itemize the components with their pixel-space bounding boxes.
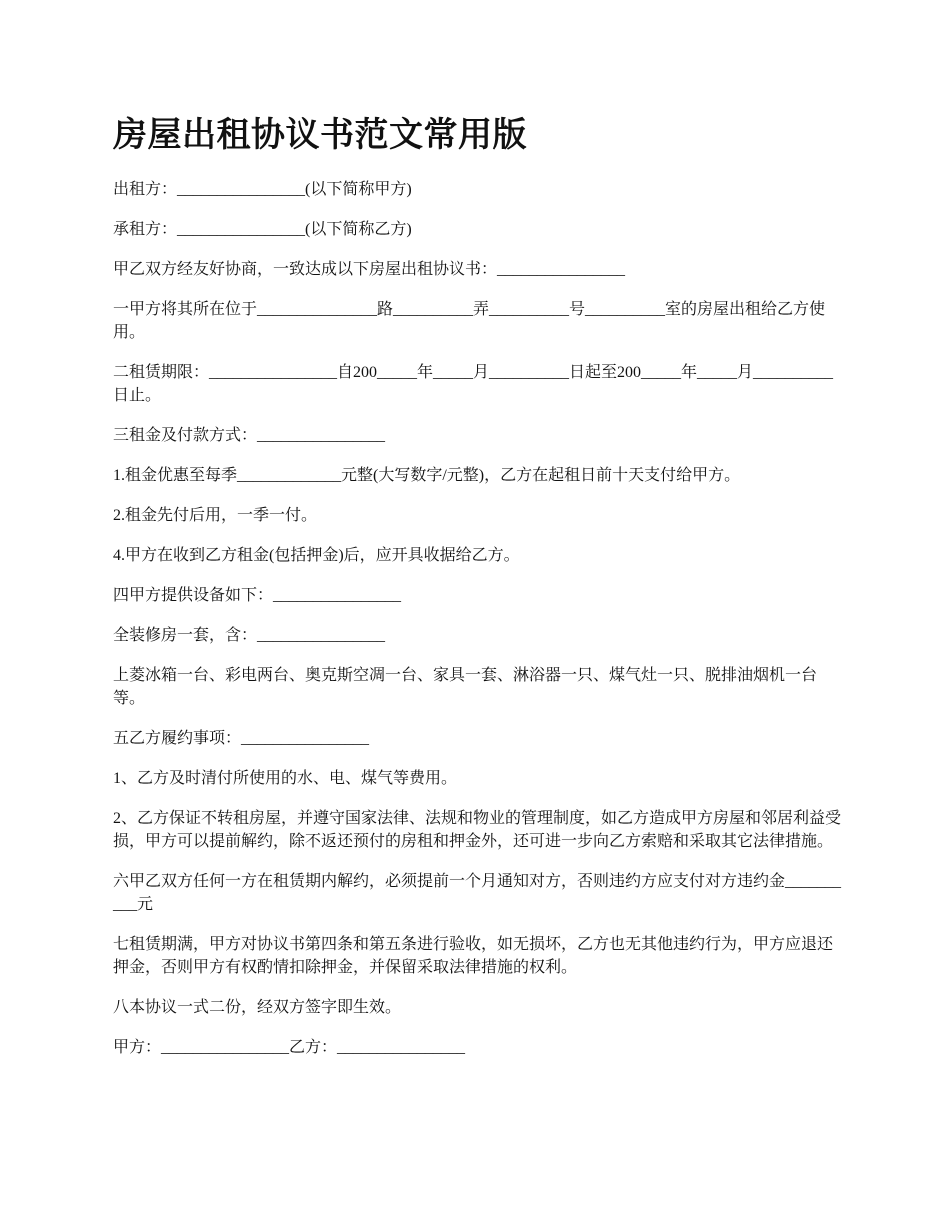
paragraph-rent-receipt: 4.甲方在收到乙方租金(包括押金)后，应开具收据给乙方。 xyxy=(113,547,520,564)
paragraph-clause-3-rent: 三租金及付款方式：________________ xyxy=(113,427,386,444)
paragraph-lessee: 承租方：________________(以下简称乙方) xyxy=(113,221,412,238)
paragraph-utilities: 1、乙方及时清付所使用的水、电、煤气等费用。 xyxy=(113,770,458,787)
paragraph-clause-8-copies: 八本协议一式二份，经双方签字即生效。 xyxy=(113,999,402,1016)
paragraph-clause-1-location: 一甲方将其所在位于_______________路__________弄__________号__________室的房屋出租给乙方使用。 xyxy=(113,301,826,341)
paragraph-lessor: 出租方：________________(以下简称甲方) xyxy=(113,181,412,198)
paragraph-rent-amount: 1.租金优惠至每季_____________元整(大写数字/元整)，乙方在起租日前十天支付给甲方。 xyxy=(113,467,741,484)
paragraph-clause-7-expiry: 七租赁期满，甲方对协议书第四条和第五条进行验收，如无损坏，乙方也无其他违约行为，甲方应退还押金，否则甲方有权酌情扣除押金，并保留采取法律措施的权利。 xyxy=(113,936,834,976)
paragraph-appliances: 上菱冰箱一台、彩电两台、奥克斯空凋一台、家具一套、淋浴器一只、煤气灶一只、脱排油烟机一台等。 xyxy=(113,667,818,707)
paragraph-clause-2-term: 二租赁期限：________________自200_____年_____月__________日起至200_____年_____月__________日止。 xyxy=(113,364,834,404)
paragraph-clause-6-termination: 六甲乙双方任何一方在租赁期内解约，必须提前一个月通知对方，否则违约方应支付对方违约金__________元 xyxy=(113,873,842,913)
paragraph-furnished: 全装修房一套，含：________________ xyxy=(113,627,386,644)
paragraph-clause-4-equipment: 四甲方提供设备如下：________________ xyxy=(113,587,402,604)
document-title: 房屋出租协议书范文常用版 xyxy=(113,117,527,154)
paragraph-agreement-intro: 甲乙双方经友好协商，一致达成以下房屋出租协议书：________________ xyxy=(113,261,626,278)
paragraph-signatures: 甲方：________________乙方：________________ xyxy=(113,1039,466,1056)
paragraph-no-sublet: 2、乙方保证不转租房屋，并遵守国家法律、法规和物业的管理制度，如乙方造成甲方房屋和邻居利益受损，甲方可以提前解约，除不返还预付的房租和押金外，还可进一步向乙方索赔和采取其它法律措施。 xyxy=(113,810,842,850)
paragraph-rent-payment: 2.租金先付后用，一季一付。 xyxy=(113,507,318,524)
document-body xyxy=(113,178,843,1076)
paragraph-clause-5-obligations: 五乙方履约事项：________________ xyxy=(113,730,370,747)
